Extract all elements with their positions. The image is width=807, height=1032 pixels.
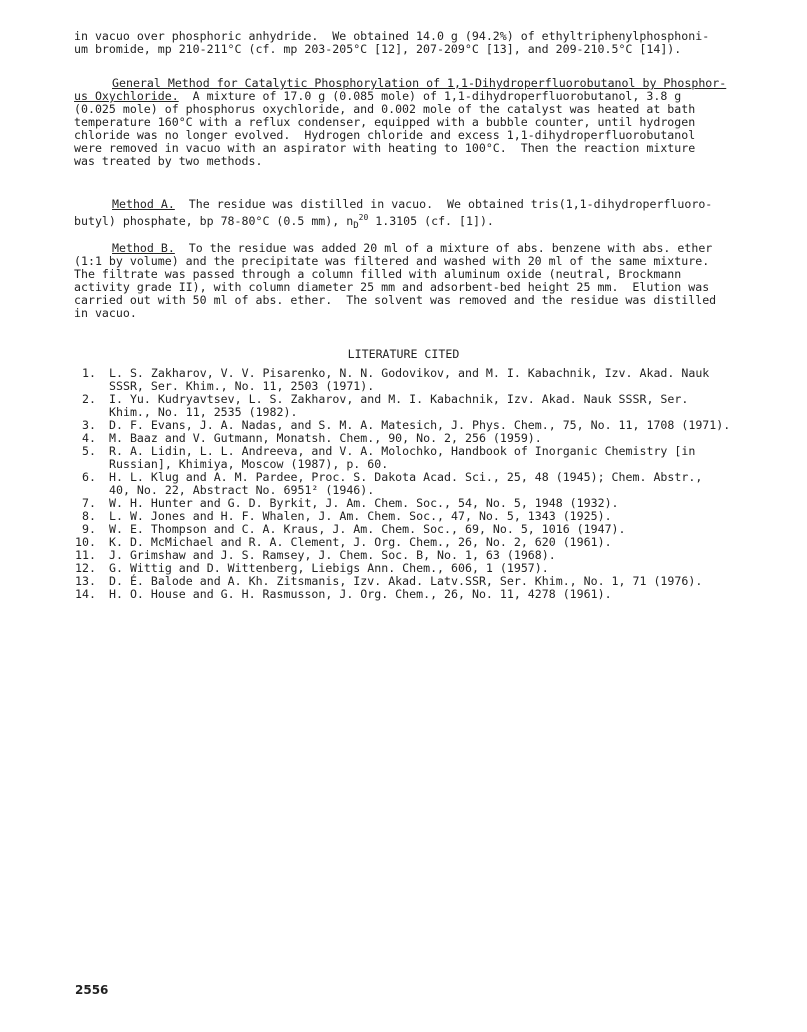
reference-item [74, 393, 774, 419]
method-a-text: The residue was distilled in vacuo. We obtained tris(1,1-dihydroperfluoro- [174, 197, 713, 211]
literature-cited-heading: LITERATURE CITED [347, 347, 460, 361]
general-method-line: temperature 160°C with a reflux condenser, equipped with a bubble counter, until hydrogen [74, 115, 696, 129]
reference-list [74, 367, 774, 601]
reference-item [74, 471, 774, 497]
reference-number: 5. [82, 444, 96, 458]
reference-text: L. W. Jones and H. F. Whalen, J. Am. Chem. Soc., 47, No. 5, 1343 (1925). [109, 509, 612, 523]
reference-text: M. Baaz and V. Gutmann, Monatsh. Chem., 90, No. 2, 256 (1959). [109, 431, 542, 445]
method-b-line: carried out with 50 ml of abs. ether. The solvent was removed and the residue was distilled [74, 293, 717, 307]
method-b-label: Method B. [112, 241, 175, 255]
reference-text: D. F. Evans, J. A. Nadas, and S. M. A. Matesich, J. Phys. Chem., 75, No. 11, 1708 (1971). [109, 418, 731, 432]
method-a-line [74, 198, 764, 211]
reference-text: SSSR, Ser. Khim., No. 11, 2503 (1971). [109, 379, 375, 393]
method-a-text: 1.3105 (cf. [1]). [368, 213, 494, 228]
method-b-line: activity grade II), with column diameter 25 mm and adsorbent-bed height 25 mm. Elution was [74, 280, 710, 294]
method-a-text: butyl) phosphate, bp 78-80°C (0.5 mm), n [74, 213, 354, 228]
reference-number: 6. [82, 470, 96, 484]
method-a-line [74, 211, 764, 233]
reference-text: L. S. Zakharov, V. V. Pisarenko, N. N. Godovikov, and M. I. Kabachnik, Izv. Akad. Nauk [109, 366, 710, 380]
reference-number: 1. [82, 366, 96, 380]
reference-number: 14. [75, 587, 96, 601]
intro-paragraph [74, 30, 764, 56]
reference-text: K. D. McMichael and R. A. Clement, J. Org. Chem., 26, No. 2, 620 (1961). [109, 535, 612, 549]
page-number: 2556 [75, 983, 109, 997]
reference-text: W. H. Hunter and G. D. Byrkit, J. Am. Chem. Soc., 54, No. 5, 1948 (1932). [109, 496, 619, 510]
reference-number: 11. [75, 548, 96, 562]
reference-number: 4. [82, 431, 96, 445]
method-a-paragraph [74, 198, 764, 233]
general-method-line: chloride was no longer evolved. Hydrogen chloride and excess 1,1-dihydroperfluorobutanol [74, 128, 696, 142]
reference-number: 9. [82, 522, 96, 536]
reference-text: R. A. Lidin, L. L. Andreeva, and V. A. Molochko, Handbook of Inorganic Chemistry [in [109, 444, 696, 458]
general-method-text: A mixture of 17.0 g (0.085 mole) of 1,1-dihydroperfluorobutanol, 3.8 g [178, 89, 682, 103]
reference-number: 8. [82, 509, 96, 523]
method-b-paragraph [74, 242, 764, 320]
general-method-line: was treated by two methods. [74, 154, 263, 168]
reference-item [74, 367, 774, 393]
reference-text: H. O. House and G. H. Rasmusson, J. Org. Chem., 26, No. 11, 4278 (1961). [109, 587, 612, 601]
reference-number: 7. [82, 496, 96, 510]
general-method-title-end: us Oxychloride. [74, 89, 179, 103]
reference-text: Russian], Khimiya, Moscow (1987), p. 60. [109, 457, 389, 471]
reference-item [74, 588, 774, 601]
reference-item [74, 445, 774, 471]
reference-text: Khim., No. 11, 2535 (1982). [109, 405, 298, 419]
reference-text: D. É. Balode and A. Kh. Zitsmanis, Izv. Akad. Latv.SSR, Ser. Khim., No. 1, 71 (1976). [109, 574, 703, 588]
method-b-line: (1:1 by volume) and the precipitate was filtered and washed with 20 ml of the same mixture. [74, 254, 710, 268]
refractive-index-subscript: D [353, 221, 359, 232]
reference-number: 3. [82, 418, 96, 432]
reference-number: 13. [75, 574, 96, 588]
method-b-line: The filtrate was passed through a column filled with aluminum oxide (neutral, Brockmann [74, 267, 682, 281]
general-method-line: (0.025 mole) of phosphorus oxychloride, and 0.002 mole of the catalyst was heated at bath [74, 102, 696, 116]
reference-text: 40, No. 22, Abstract No. 6951² (1946). [109, 483, 375, 497]
general-method-paragraph [74, 77, 764, 168]
refractive-index-superscript: 20 [358, 213, 369, 222]
reference-text: W. E. Thompson and C. A. Kraus, J. Am. Chem. Soc., 69, No. 5, 1016 (1947). [109, 522, 626, 536]
general-method-title: General Method for Catalytic Phosphorylation of 1,1-Dihydroperfluorobutanol by Phosphor- [112, 76, 727, 90]
intro-line: in vacuo over phosphoric anhydride. We obtained 14.0 g (94.2%) of ethyltriphenylphosphoni- [74, 29, 710, 43]
reference-number: 10. [75, 535, 96, 549]
general-method-line: were removed in vacuo with an aspirator with heating to 100°C. Then the reaction mixture [74, 141, 696, 155]
reference-text: J. Grimshaw and J. S. Ramsey, J. Chem. Soc. B, No. 1, 63 (1968). [109, 548, 556, 562]
reference-text: H. L. Klug and A. M. Pardee, Proc. S. Dakota Acad. Sci., 25, 48 (1945); Chem. Abstr., [109, 470, 703, 484]
reference-number: 12. [75, 561, 96, 575]
method-b-line: in vacuo. [74, 306, 137, 320]
reference-number: 2. [82, 392, 96, 406]
method-b-text: To the residue was added 20 ml of a mixture of abs. benzene with abs. ether [174, 241, 713, 255]
reference-text: I. Yu. Kudryavtsev, L. S. Zakharov, and M. I. Kabachnik, Izv. Akad. Nauk SSSR, Ser. [109, 392, 689, 406]
intro-line: um bromide, mp 210-211°C (cf. mp 203-205°C [12], 207-209°C [13], and 209-210.5°C [14]). [74, 42, 682, 56]
method-a-label: Method A. [112, 197, 175, 211]
reference-text: G. Wittig and D. Wittenberg, Liebigs Ann. Chem., 606, 1 (1957). [109, 561, 549, 575]
